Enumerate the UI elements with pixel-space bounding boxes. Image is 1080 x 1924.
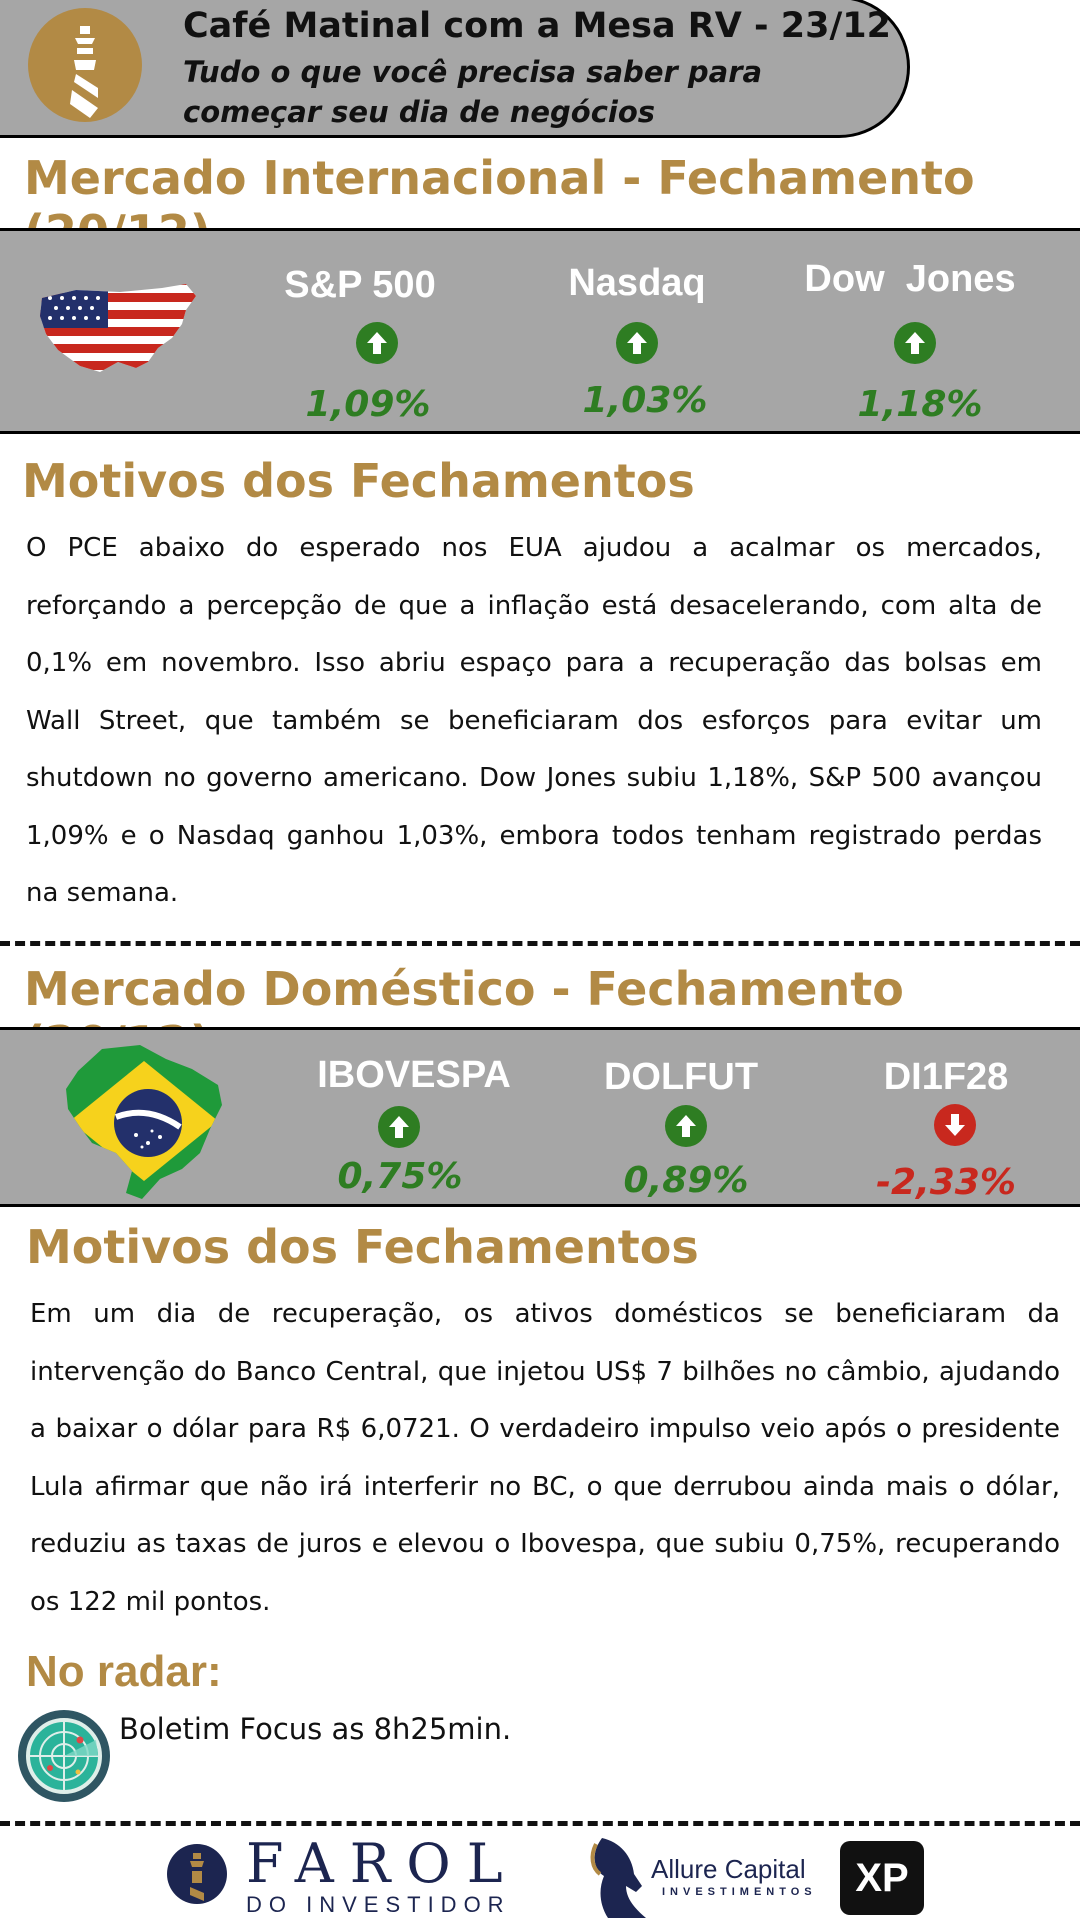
dolfut-up-arrow-icon bbox=[665, 1105, 707, 1147]
nasdaq-change: 1,03% bbox=[582, 380, 708, 421]
allure-logo-subtext: INVESTIMENTOS bbox=[662, 1886, 817, 1898]
domestic-section-title: Mercado Doméstico - Fechamento bbox=[24, 962, 904, 1016]
di1f28-down-arrow-icon bbox=[934, 1104, 976, 1146]
dowjones-label: Dow Jones bbox=[804, 258, 1016, 300]
nasdaq-label: Nasdaq bbox=[568, 262, 706, 304]
subtitle-line-1: Tudo o que você precisa saber para bbox=[183, 55, 763, 89]
ibovespa-change: 0,75% bbox=[337, 1156, 463, 1197]
ibovespa-up-arrow-icon bbox=[378, 1106, 420, 1148]
allure-logo-text: Allure Capital bbox=[651, 1854, 806, 1884]
page-title: Café Matinal com a Mesa RV - 23/12 bbox=[183, 6, 891, 46]
farol-logo-subtext: DO INVESTIDOR bbox=[246, 1892, 511, 1917]
farol-logo-text: FAROL bbox=[246, 1832, 519, 1895]
subtitle-line-2: começar seu dia de negócios bbox=[183, 95, 656, 129]
international-reasons-title: Motivos dos Fechamentos bbox=[22, 454, 695, 508]
footer-divider bbox=[0, 1821, 1080, 1826]
dowjones-up-arrow-icon bbox=[894, 322, 936, 364]
usa-flag-map bbox=[36, 276, 202, 390]
usa-flag-icon bbox=[36, 276, 202, 386]
di1f28-label: DI1F28 bbox=[883, 1056, 1009, 1098]
sp500-label: S&P 500 bbox=[284, 264, 436, 306]
xp-logo: XP bbox=[840, 1841, 924, 1915]
radar-item: Boletim Focus as 8h25min. bbox=[119, 1712, 512, 1746]
sp500-change: 1,09% bbox=[305, 384, 431, 425]
page-subtitle bbox=[183, 52, 783, 132]
allure-logo-emblem bbox=[580, 1834, 650, 1924]
dolfut-label: DOLFUT bbox=[603, 1056, 759, 1098]
farol-logo-emblem bbox=[166, 1841, 228, 1911]
radar-icon bbox=[18, 1710, 110, 1802]
domestic-reasons-text: Em um dia de recuperação, os ativos domésticos se beneficiaram da intervenção do Banco Central, que injetou US$ 7 bilhões no câmbio, ajudando a baixar o dólar para R$ 6,0721. O verdadeiro impulso veio após o presidente Lula afirmar que não irá interferir no BC, o que derrubou ainda mais o dólar, reduziu as taxas de juros e elevou o Ibovespa, que subiu 0,75%, recuperando os 122 mil pontos. bbox=[30, 1299, 1060, 1617]
brazil-flag-icon bbox=[62, 1043, 226, 1201]
section-divider bbox=[0, 941, 1080, 946]
farol-lighthouse-icon bbox=[166, 1841, 228, 1907]
lighthouse-logo bbox=[28, 8, 142, 122]
dowjones-change: 1,18% bbox=[857, 384, 983, 425]
domestic-reasons-title: Motivos dos Fechamentos bbox=[26, 1220, 699, 1274]
nasdaq-up-arrow-icon bbox=[616, 322, 658, 364]
di1f28-change: -2,33% bbox=[876, 1162, 1016, 1203]
sp500-up-arrow-icon bbox=[356, 322, 398, 364]
international-section-title: Mercado Internacional - Fechamento bbox=[24, 151, 975, 205]
international-reasons-text: O PCE abaixo do esperado nos EUA ajudou a acalmar os mercados, reforçando a percepção de que a inflação está desacelerando, com alta de 0,1% em novembro. Isso abriu espaço para a recuperação das bolsas em Wall Street, que também se beneficiaram dos esforços para evitar um shutdown no governo americano. Dow Jones subiu 1,18%, S&P 500 avançou 1,09% e o Nasdaq ganhou 1,03%, embora todos tenham registrado perdas na semana. bbox=[26, 533, 1042, 908]
allure-horse-icon bbox=[580, 1834, 650, 1920]
ibovespa-label: IBOVESPA bbox=[317, 1054, 511, 1096]
lighthouse-icon bbox=[28, 8, 142, 122]
dolfut-change: 0,89% bbox=[623, 1160, 749, 1201]
radar-title: No radar: bbox=[26, 1647, 222, 1696]
brazil-flag-map bbox=[62, 1043, 226, 1205]
